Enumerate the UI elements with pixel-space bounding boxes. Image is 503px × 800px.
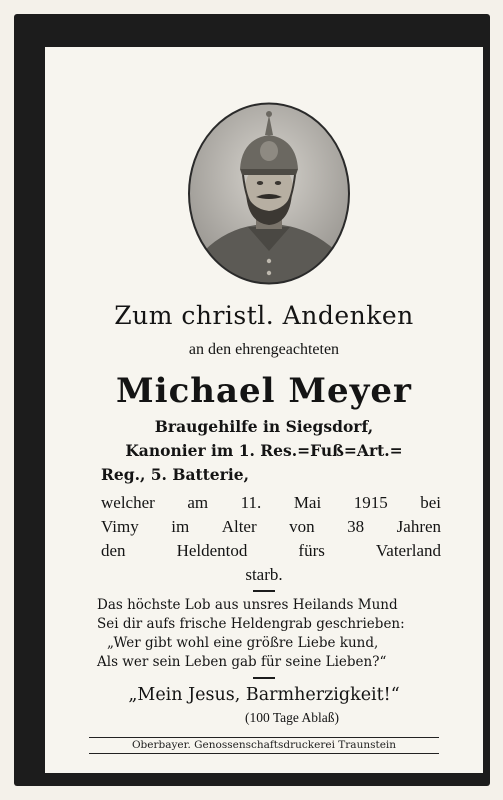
prayer: „Mein Jesus, Barmherzigkeit!“ xyxy=(128,685,400,705)
poem-line: Das höchste Lob aus unsres Heilands Mund xyxy=(97,597,398,613)
footer-rule xyxy=(89,737,439,738)
occupation-line: Reg., 5. Batterie, xyxy=(101,465,249,484)
death-notice-line: den Heldentod fürs Vaterland xyxy=(101,541,442,560)
card-panel xyxy=(45,47,483,773)
poem-line: „Wer gibt wohl eine größre Liebe kund, xyxy=(107,635,379,651)
occupation-line: Kanonier im 1. Res.=Fuß=Art.= xyxy=(125,441,403,460)
poem-line: Sei dir aufs frische Heldengrab geschrieben: xyxy=(97,616,405,632)
death-notice-line: welcher am 11. Mai 1915 bei xyxy=(101,493,442,512)
heading: Zum christl. Andenken xyxy=(114,301,414,330)
occupation-line: Braugehilfe in Siegsdorf, xyxy=(154,417,374,436)
death-notice-line: starb. xyxy=(245,565,283,584)
death-notice-line: Vimy im Alter von 38 Jahren xyxy=(101,517,442,536)
portrait-photo xyxy=(186,101,352,286)
printer-imprint: Oberbayer. Genossenschaftsdruckerei Traunstein xyxy=(131,739,397,751)
deceased-name: Michael Meyer xyxy=(116,371,412,411)
footer-rule xyxy=(89,753,439,754)
poem-line: Als wer sein Leben gab für seine Lieben?“ xyxy=(97,654,387,670)
memorial-card xyxy=(14,14,490,786)
divider xyxy=(253,677,275,679)
indulgence-note: (100 Tage Ablaß) xyxy=(245,710,340,725)
subheading: an den ehrengeachteten xyxy=(188,341,340,358)
divider xyxy=(253,590,275,592)
